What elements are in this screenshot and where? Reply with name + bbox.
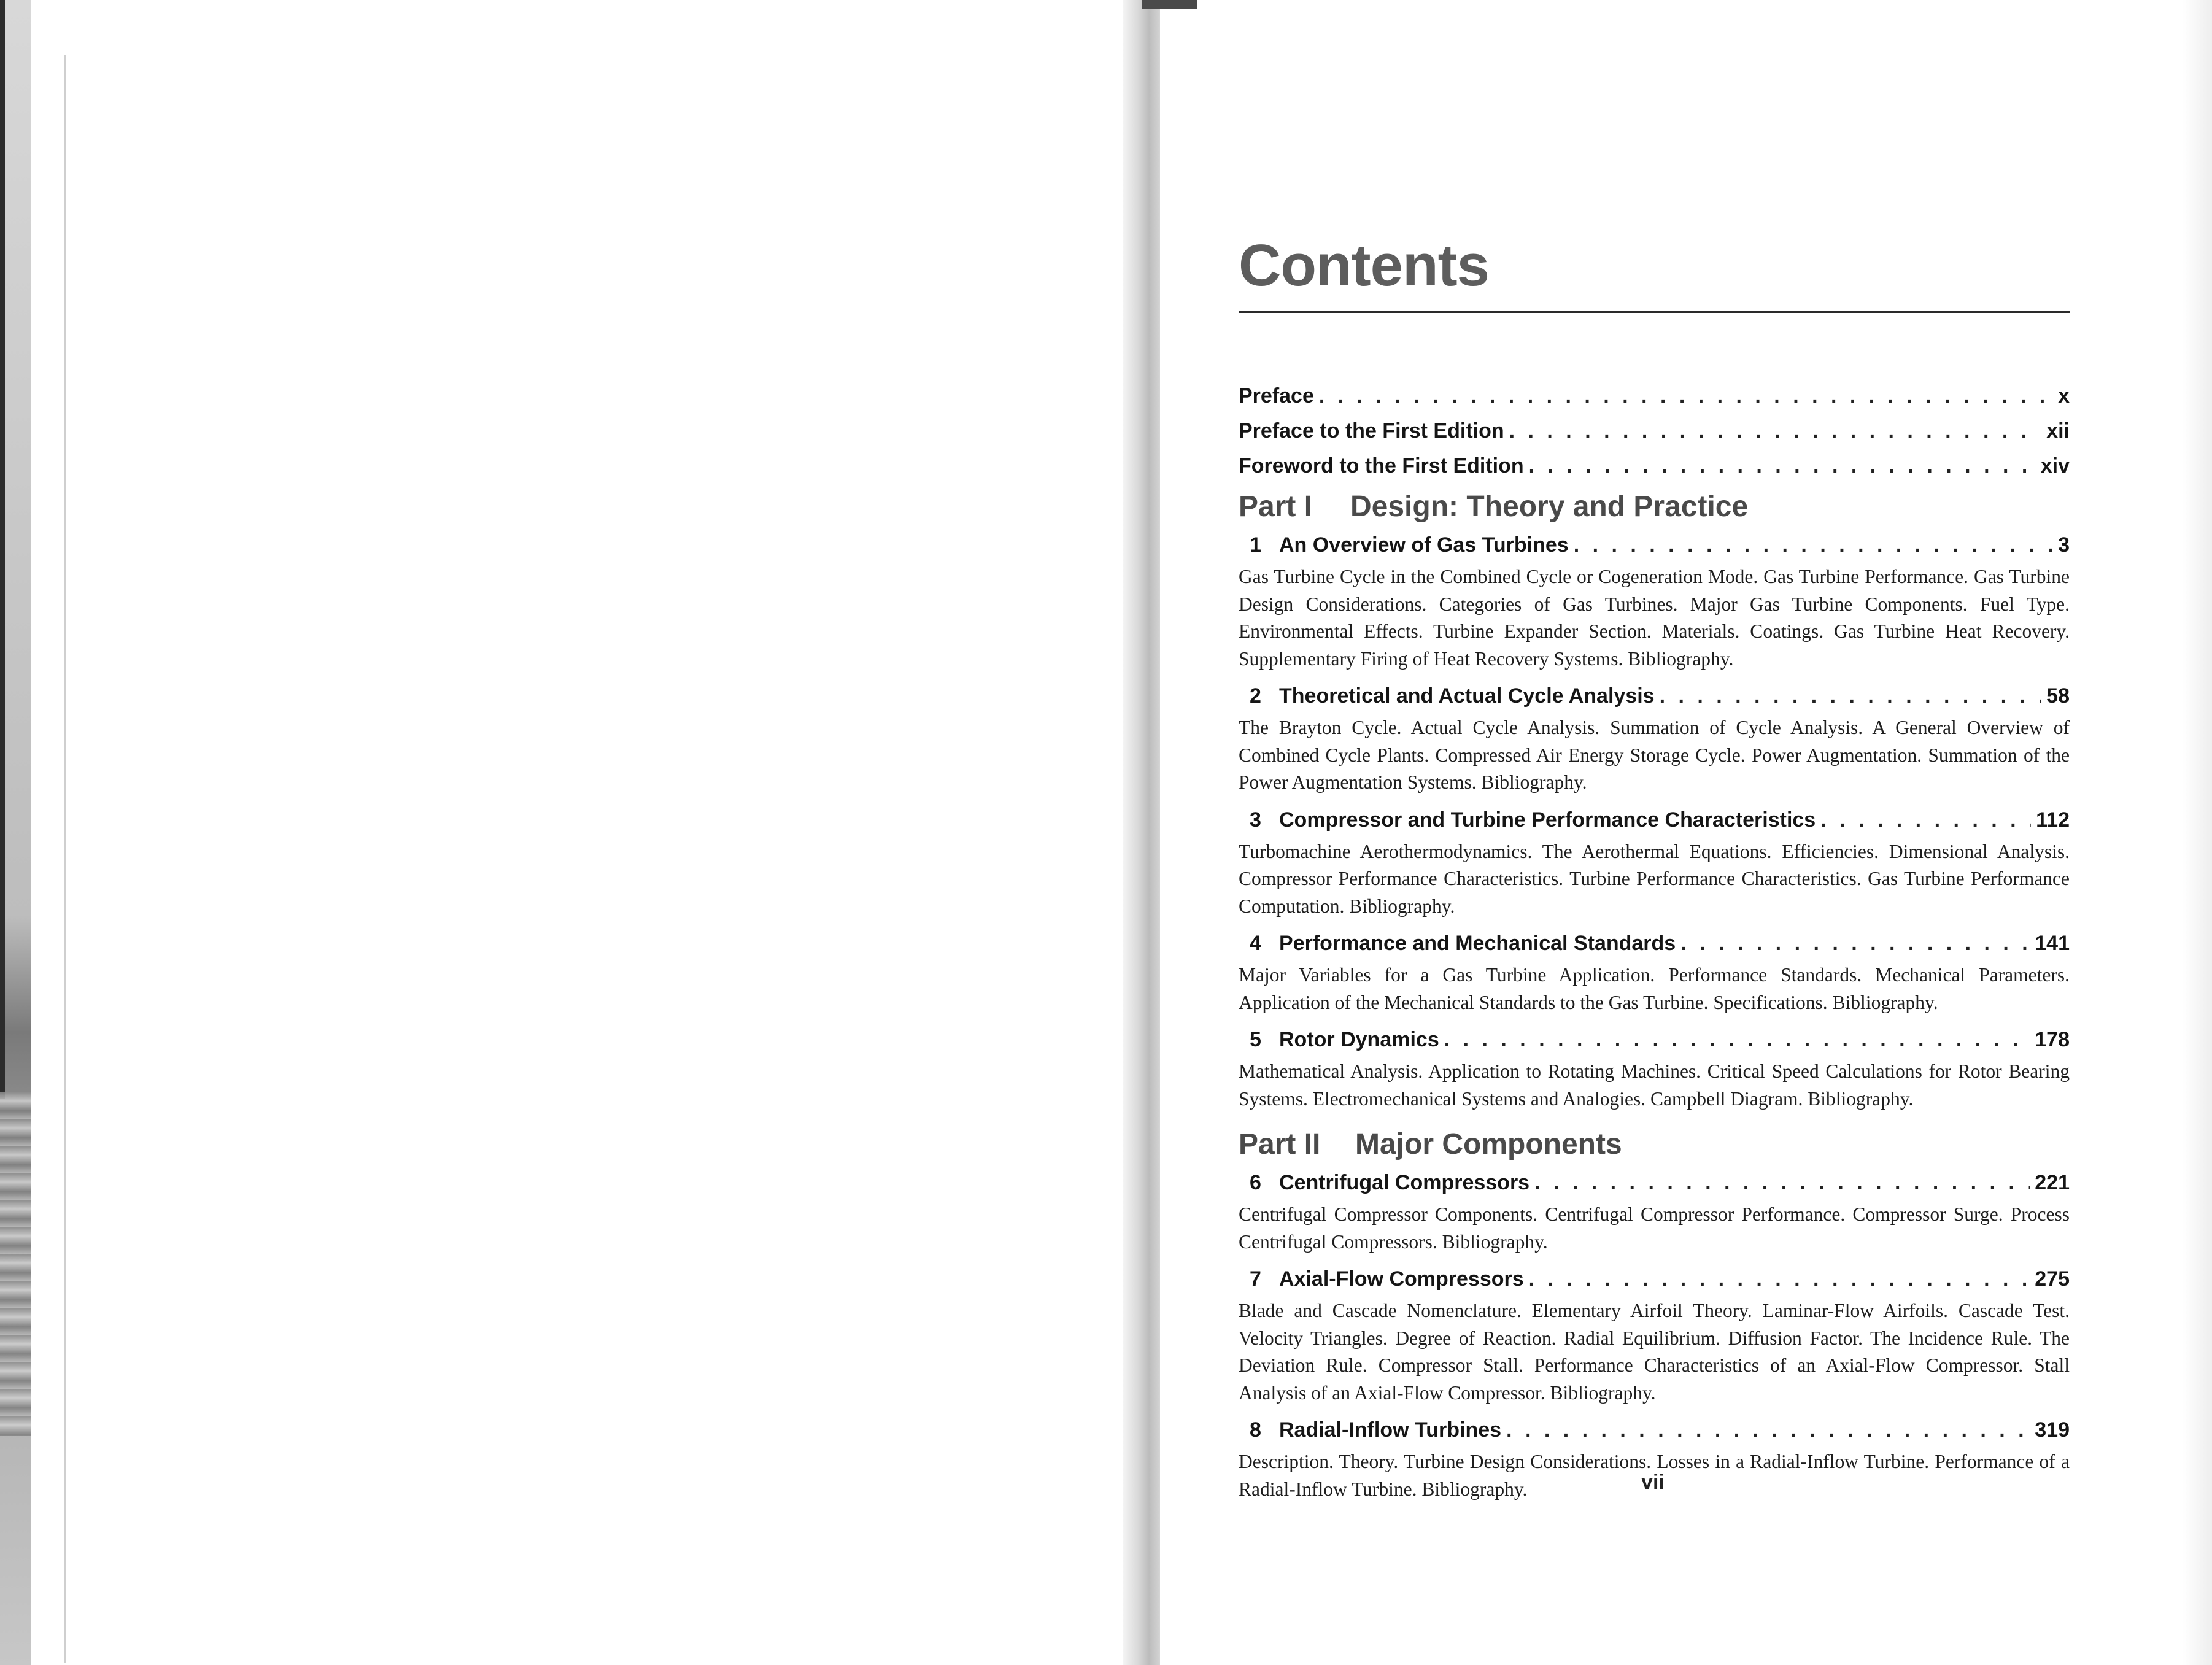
chapter-description: The Brayton Cycle. Actual Cycle Analysis. Summation of Cycle Analysis. A General Overview of Combined Cycle Plants. Compressed Air Energy Storage Cycle. Power Augmentation. Summation of the Power Augmentation Systems. Bibliography. [1239, 717, 2070, 793]
chapter-title: Performance and Mechanical Standards [1279, 932, 1676, 955]
chapter-description: Turbomachine Aerothermodynamics. The Aerothermal Equations. Efficiencies. Dimensional Analysis. Compressor Performance Characteristics. Turbine Performance Characteristics. Gas Turbine Performance Computation. Bibliography. [1239, 840, 2070, 917]
chapter-number: 7 [1250, 1267, 1261, 1291]
chapter-page: 141 [2035, 932, 2070, 955]
part-heading-1 [1239, 486, 2070, 528]
dot-leader [1444, 1022, 2030, 1057]
dot-leader [1660, 679, 2042, 713]
chapter-description: Blade and Cascade Nomenclature. Elementary Airfoil Theory. Laminar-Flow Airfoils. Cascade Test. Velocity Triangles. Degree of Reaction. Radial Equilibrium. Diffusion Factor. The Incidence Rule. The Deviation Rule. Compressor Stall. Performance Characteristics of an Axial-Flow Compressor. Stall Analysis of an Axial-Flow Compressor. Bibliography. [1239, 1300, 2070, 1404]
chapter-description: Centrifugal Compressor Components. Centrifugal Compressor Performance. Compressor Surge. Process Centrifugal Compressors. Bibliography. [1239, 1203, 2070, 1253]
chapter-number: 8 [1250, 1418, 1261, 1442]
toc-entry-page: x [2058, 384, 2070, 408]
chapter-title: Compressor and Turbine Performance Characteristics [1279, 808, 1816, 832]
toc-entry-label: Preface [1239, 384, 1314, 408]
cover-edge-photo [0, 1092, 31, 1436]
chapter-title: Theoretical and Actual Cycle Analysis [1279, 684, 1655, 708]
dot-leader [1529, 449, 2036, 484]
toc-entry-preface[interactable] [1239, 379, 2070, 414]
title-rule [1239, 311, 2070, 313]
toc-entry-preface-first-edition[interactable] [1239, 414, 2070, 449]
chapter-entry-6[interactable] [1239, 1165, 2070, 1200]
dot-leader [1509, 414, 2042, 449]
chapter-page: 319 [2035, 1418, 2070, 1442]
dot-leader [1534, 1165, 2030, 1200]
chapter-page: 58 [2046, 684, 2070, 708]
chapter-number: 2 [1250, 684, 1261, 708]
cover-edge-band [0, 0, 5, 1099]
dot-leader [1820, 803, 2031, 837]
dot-leader [1319, 379, 2053, 414]
chapter-entry-1[interactable] [1239, 528, 2070, 562]
chapter-page: 178 [2035, 1028, 2070, 1051]
part-heading-2 [1239, 1124, 2070, 1165]
page-folio: vii [1641, 1470, 1665, 1494]
book-gutter [1123, 0, 1160, 1665]
chapter-description: Major Variables for a Gas Turbine Application. Performance Standards. Mechanical Parameters. Application of the Mechanical Standards to the Gas Turbine. Specifications. Bibliography. [1239, 964, 2070, 1013]
chapter-title: Centrifugal Compressors [1279, 1171, 1530, 1194]
part-number: Part II [1239, 1128, 1321, 1161]
chapter-title: An Overview of Gas Turbines [1279, 533, 1569, 557]
dot-leader [1574, 528, 2053, 562]
dot-leader [1529, 1262, 2030, 1296]
toc-entry-foreword-first-edition[interactable] [1239, 449, 2070, 484]
toc-entry-label: Foreword to the First Edition [1239, 454, 1524, 477]
chapter-page: 221 [2035, 1171, 2070, 1194]
gutter-tab [1142, 0, 1197, 9]
chapter-title: Rotor Dynamics [1279, 1028, 1439, 1051]
chapter-number: 3 [1250, 808, 1261, 832]
chapter-entry-8[interactable] [1239, 1413, 2070, 1447]
part-number: Part I [1239, 490, 1313, 523]
chapter-number: 5 [1250, 1028, 1261, 1051]
chapter-page: 275 [2035, 1267, 2070, 1291]
page-fold-line [64, 55, 66, 1663]
page-title: Contents [1239, 233, 1489, 298]
dot-leader [1506, 1413, 2030, 1447]
chapter-description: Mathematical Analysis. Application to Rotating Machines. Critical Speed Calculations for Rotor Bearing Systems. Electromechanical Systems and Analogies. Campbell Diagram. Bibliography. [1239, 1060, 2070, 1110]
table-of-contents [1239, 379, 2070, 1509]
chapter-page: 112 [2036, 808, 2070, 832]
chapter-description: Description. Theory. Turbine Design Considerations. Losses in a Radial-Inflow Turbine. Performance of a Radial-Inflow Turbine. Bibliography. [1239, 1451, 2070, 1500]
chapter-page: 3 [2058, 533, 2070, 557]
toc-entry-page: xiv [2040, 454, 2070, 477]
left-page-edge [0, 0, 31, 1665]
chapter-title: Radial-Inflow Turbines [1279, 1418, 1502, 1442]
chapter-entry-4[interactable] [1239, 926, 2070, 960]
part-title: Major Components [1355, 1128, 1622, 1161]
chapter-entry-3[interactable] [1239, 803, 2070, 837]
chapter-entry-2[interactable] [1239, 679, 2070, 713]
toc-entry-page: xii [2046, 419, 2070, 442]
chapter-number: 1 [1250, 533, 1261, 557]
dot-leader [1680, 926, 2030, 960]
toc-entry-label: Preface to the First Edition [1239, 419, 1504, 442]
chapter-entry-7[interactable] [1239, 1262, 2070, 1296]
chapter-number: 6 [1250, 1171, 1261, 1194]
chapter-number: 4 [1250, 932, 1261, 955]
chapter-title: Axial-Flow Compressors [1279, 1267, 1524, 1291]
chapter-description: Gas Turbine Cycle in the Combined Cycle or Cogeneration Mode. Gas Turbine Performance. Gas Turbine Design Considerations. Categories of Gas Turbines. Major Gas Turbine Components. Fuel Type. Environmental Effects. Turbine Expander Section. Materials. Coatings. Gas Turbine Heat Recovery. Supplementary Firing of Heat Recovery Systems. Bibliography. [1239, 566, 2070, 670]
part-title: Design: Theory and Practice [1350, 490, 1749, 523]
right-page-edge [2183, 0, 2212, 1665]
chapter-entry-5[interactable] [1239, 1022, 2070, 1057]
